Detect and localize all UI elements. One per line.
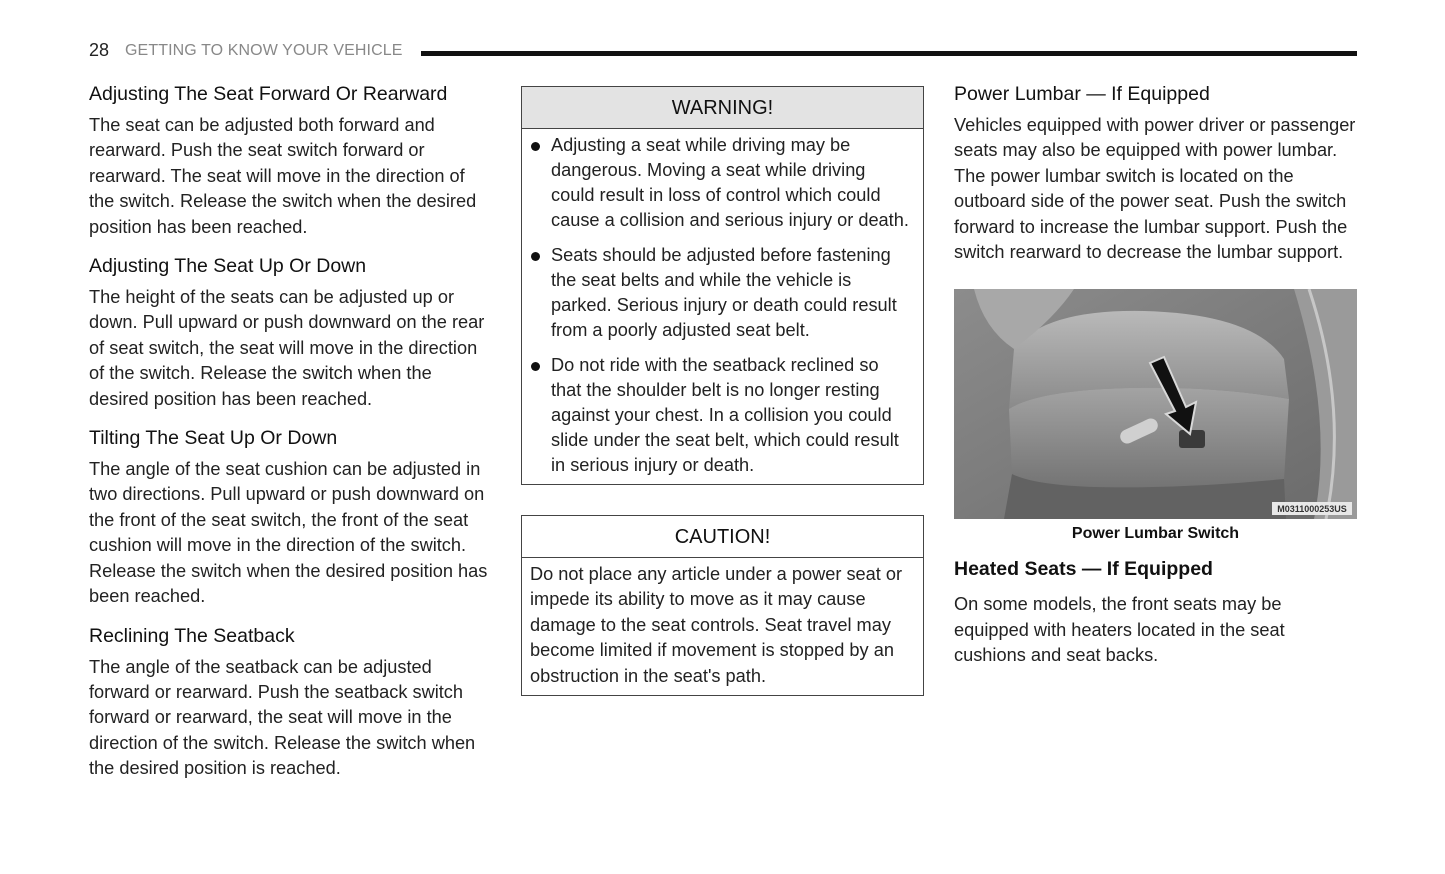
warning-item: Adjusting a seat while driving may be dangerous. Moving a seat while driving could result in loss of control which could cause a collision and serious injury or death. [530,133,913,233]
section-seat-up-down [89,254,494,412]
section-seat-forward-rearward [89,82,494,240]
caution-body: Do not place any article under a power seat or impede its ability to move as it may cause damage to the seat controls. Seat travel may become limited if movement is stopped by an obstruction in the seat's path. [530,564,903,686]
caution-title: CAUTION! [522,516,923,558]
seat-illustration [954,289,1357,519]
warning-item: Seats should be adjusted before fastening the seat belts and while the vehicle is parked. Serious injury or death could result from a poorly adjusted seat belt. [530,243,913,343]
warning-item: Do not ride with the seatback reclined so that the shoulder belt is no longer resting against your chest. In a collision you could slide under the seat belt, which could result in serious injury or death. [530,353,913,478]
section-heading: Tilting The Seat Up Or Down [89,427,338,450]
page-number: 28 [89,40,110,60]
image-code: M0311000253US [1277,504,1347,515]
page-header [89,38,1357,64]
bullet-icon [531,252,540,261]
section-heading: Heated Seats — If Equipped [954,558,1213,581]
section-heading: Adjusting The Seat Up Or Down [89,255,367,278]
right-column [954,82,1357,669]
section-heading: Power Lumbar — If Equipped [954,83,1210,105]
section-power-lumbar [954,82,1357,265]
header-rule [421,51,1357,56]
section-body: The angle of the seat cushion can be adjusted in two directions. Pull upward or push downward on the front of the seat switch, the front of the seat cushion will move in the direction of the switch. Release the switch when the desired position has been reached. [89,459,488,607]
middle-column [521,86,924,696]
section-reclining-seatback [89,624,494,782]
section-body: Vehicles equipped with power driver or passenger seats may also be equipped with power lumbar. The power lumbar switch is located on the outboard side of the power seat. Push the switch forward to increase the lumbar support. Push the switch rearward to decrease the lumbar support. [954,115,1356,263]
running-head: GETTING TO KNOW YOUR VEHICLE [125,42,403,59]
warning-list [530,133,913,478]
section-body: The angle of the seatback can be adjusted forward or rearward. Push the seatback switch forward or rearward, the seat will move in the direction of the switch. Release the switch when the desired position is reached. [89,656,476,779]
section-body: On some models, the front seats may be equipped with heaters located in the seat cushions and seat backs. [954,594,1285,666]
figure-caption: Power Lumbar Switch [1071,525,1240,543]
section-body: The seat can be adjusted both forward and rearward. Push the seat switch forward or rearward. The seat will move in the direction of the switch. Release the switch when the desired position has been reached. [89,115,477,237]
section-body: The height of the seats can be adjusted up or down. Pull upward or push downward on the rear of seat switch, the seat will move in the direction of the switch. Release the switch when the desired position has been reached. [89,287,485,409]
section-tilting-seat [89,426,494,609]
section-heading: Reclining The Seatback [89,624,295,647]
left-column [89,82,494,796]
power-lumbar-switch-image [954,289,1357,519]
section-heated-seats [954,557,1357,668]
caution-box [521,515,924,696]
warning-box [521,86,924,485]
section-heading: Adjusting The Seat Forward Or Rearward [89,83,448,105]
warning-title: WARNING! [522,87,923,129]
bullet-icon [531,362,540,371]
bullet-icon [531,142,540,151]
